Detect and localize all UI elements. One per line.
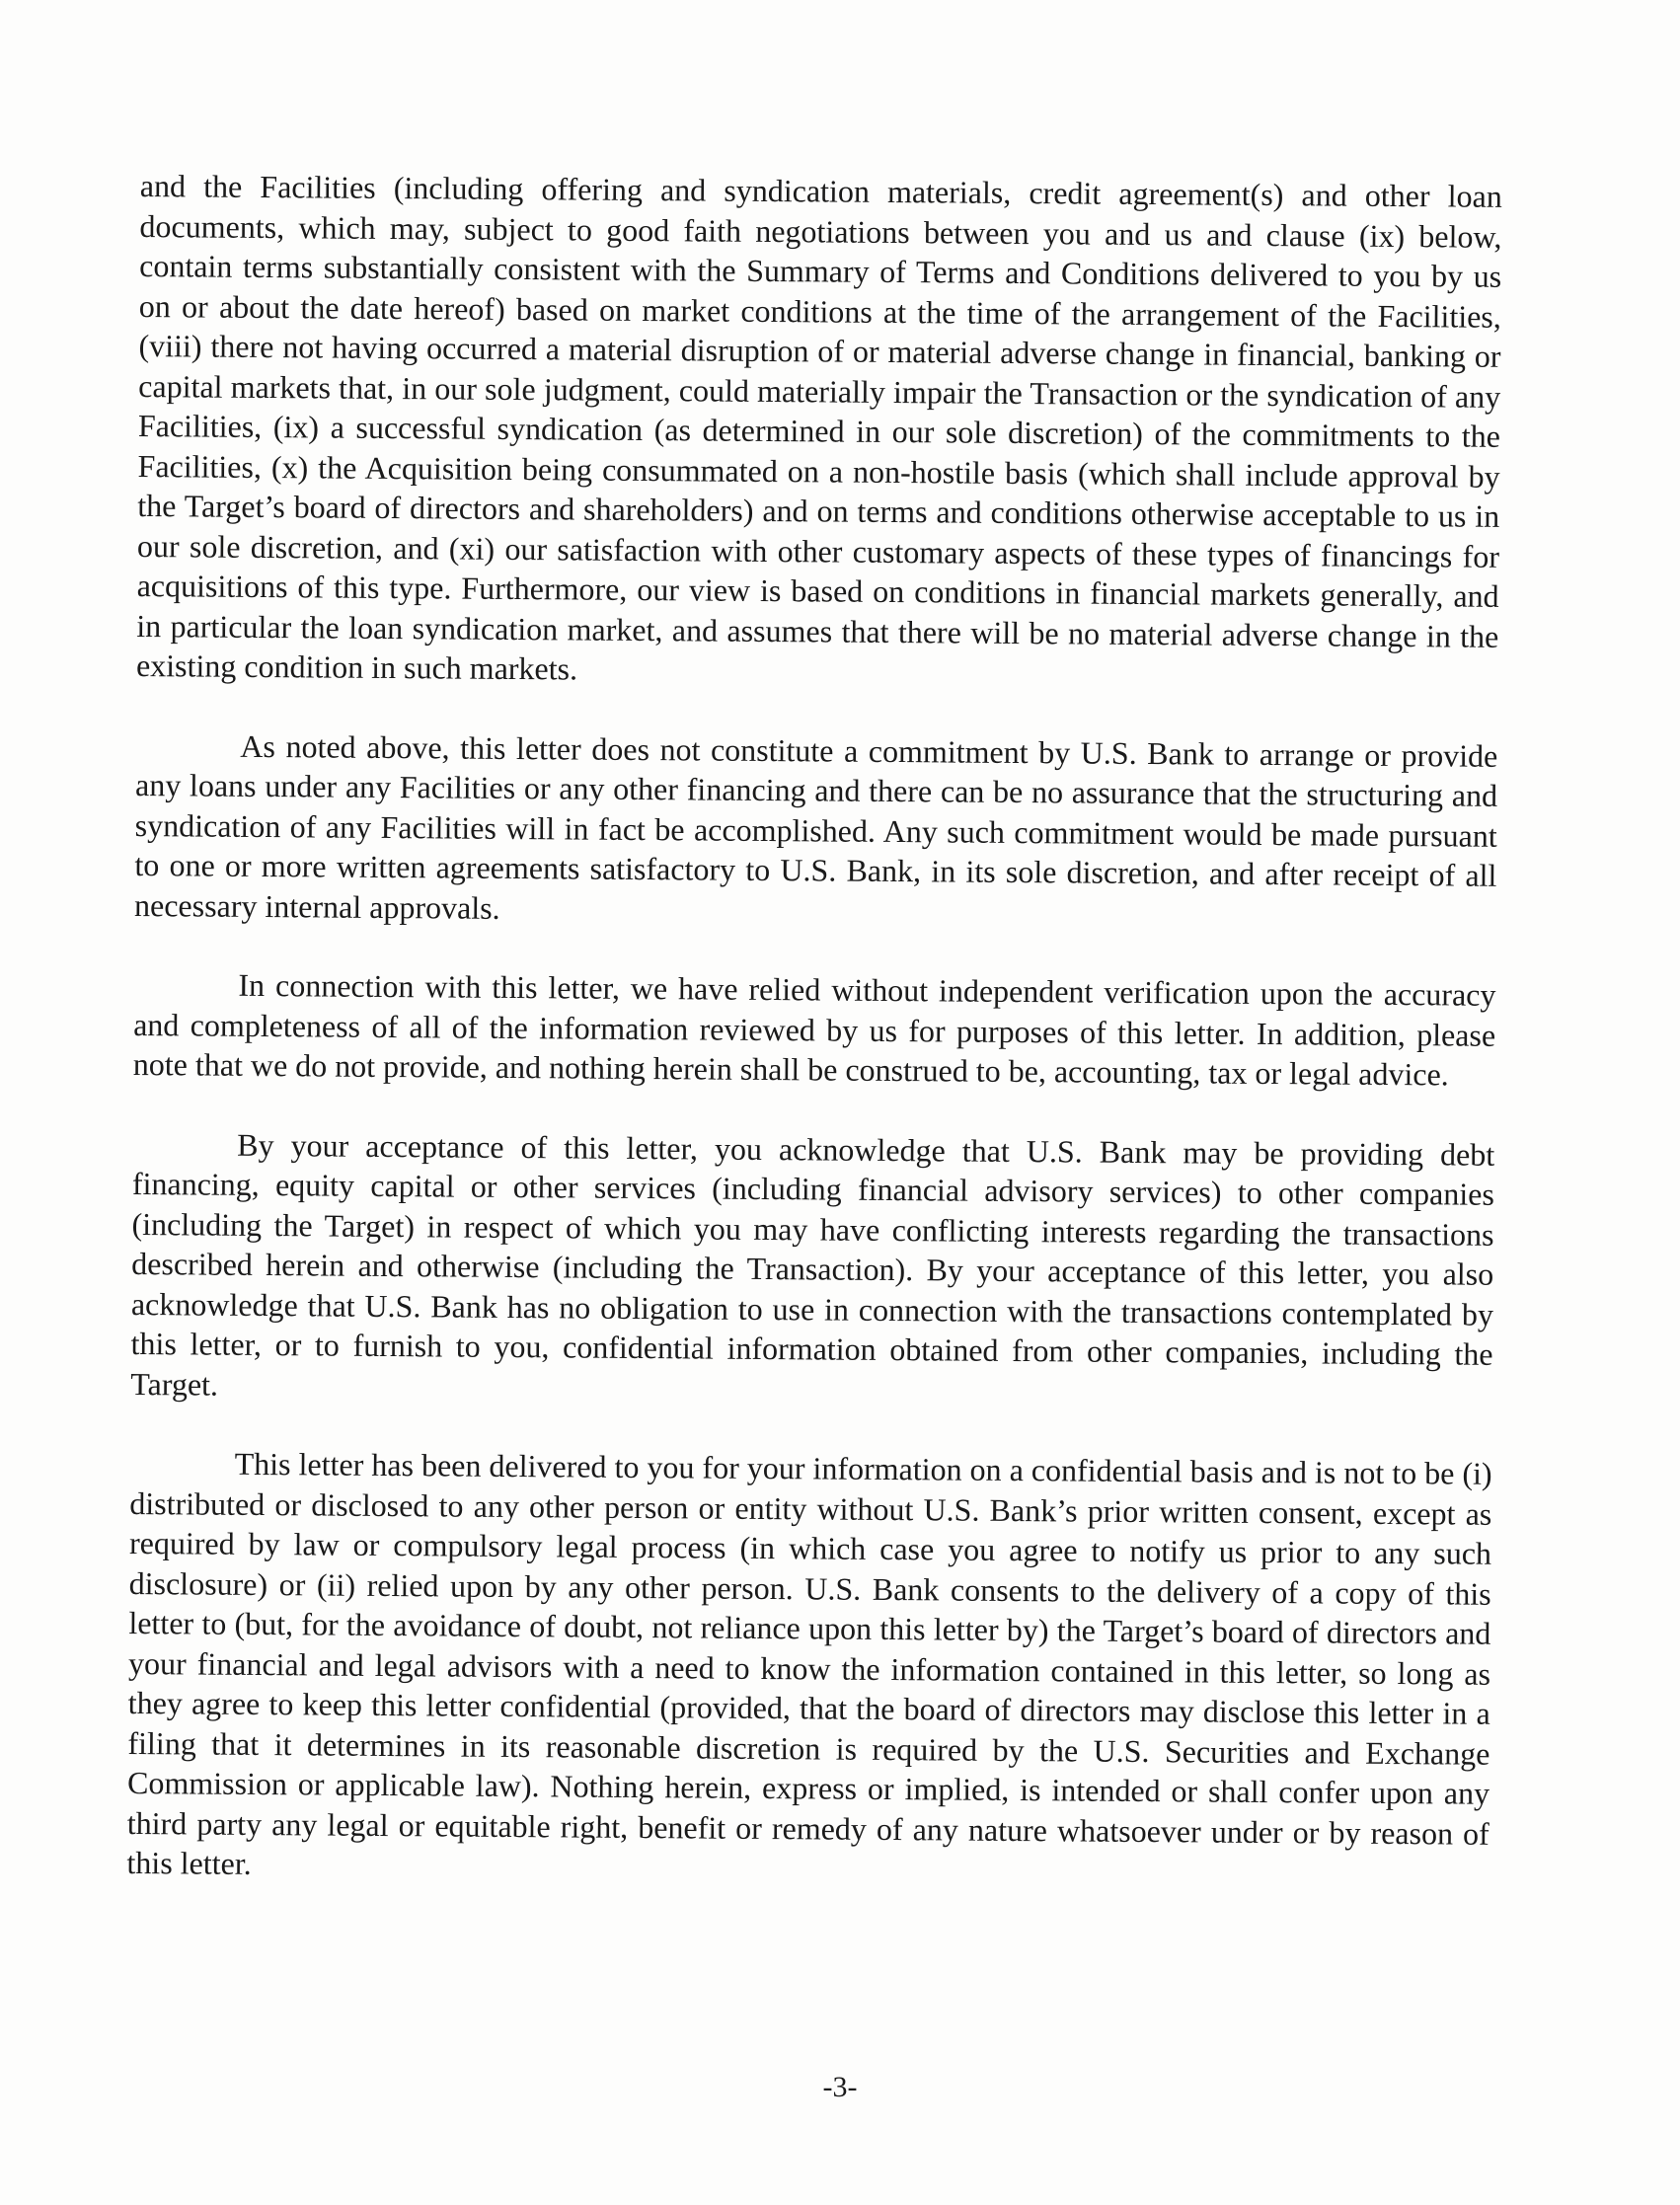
page-number: -3- (822, 2071, 858, 2103)
paragraph-reliance: In connection with this letter, we have relied without independent verification upon the accuracy and completeness of all of the information reviewed by us for purposes of this letter. In addition, please note that we do not provide, and nothing herein shall be construed to be, accounting, tax or legal advice. (132, 966, 1496, 1093)
paragraph-acknowledgement: By your acceptance of this letter, you acknowledge that U.S. Bank may be providing debt financing, equity capital or other services (including financial advisory services) to other companies (including the Target) in respect of which you may have conflicting interests regarding the transactions described herein and otherwise (including the Transaction). By your acceptance of this letter, you also acknowledge that U.S. Bank has no obligation to use in connection with the transactions contemplated by this letter, or to furnish to you, confidential information obtained from other companies, including the Target. (130, 1126, 1495, 1403)
paragraph-no-commitment: As noted above, this letter does not constitute a commitment by U.S. Bank to arrange or provide any loans under any Facilities or any other financing and there can be no assurance that the structuring and syndication of any Facilities will in fact be accomplished. Any such commitment would be made pursuant to one or more written agreements satisfactory to U.S. Bank, in its sole discretion, and after receipt of all necessary internal approvals. (133, 727, 1498, 926)
letter-body (126, 166, 1502, 1933)
paragraph-conditions-continued: and the Facilities (including offering and syndication materials, credit agreement(s) and other loan documents, which may, subject to good faith negotiations between you and us and clause (ix) below, contain terms substantially consistent with the Summary of Terms and Conditions delivered to you by us on or about the date hereof) based on market conditions at the time of the arrangement of the Facilities, (viii) there not having occurred a material disruption of or material adverse change in financial, banking or capital markets that, in our sole judgment, could materially impair the Transaction or the syndication of any Facilities, (ix) a successful syndication (as determined in our sole discretion) of the commitments to the Facilities, (x) the Acquisition being consummated on a non-hostile basis (which shall include approval by the Target’s board of directors and shareholders) and on terms and conditions otherwise acceptable to us in our sole discretion, and (xi) our satisfaction with other customary aspects of these types of financings for acquisitions of this type. Furthermore, our view is based on conditions in financial markets generally, and in particular the loan syndication market, and assumes that there will be no material adverse change in the existing condition in such markets. (135, 167, 1502, 687)
paragraph-confidentiality: This letter has been delivered to you for your information on a confidential basis and is not to be (i) distributed or disclosed to any other person or entity without U.S. Bank’s prior written consent, except as required by law or compulsory legal process (in which case you agree to notify us prior to any such disclosure) or (ii) relied upon by any other person. U.S. Bank consents to the delivery of a copy of this letter to (but, for the avoidance of doubt, not reliance upon this letter by) the Target’s board of directors and your financial and legal advisors with a need to know the information contained in this letter, so long as they agree to keep this letter confidential (provided, that the board of directors may disclose this letter in a filing that it determines in its reasonable discretion is required by the U.S. Securities and Exchange Commission or applicable law). Nothing herein, express or implied, is intended or shall confer upon any third party any legal or equitable right, benefit or remedy of any nature whatsoever under or by reason of this letter. (126, 1445, 1492, 1881)
